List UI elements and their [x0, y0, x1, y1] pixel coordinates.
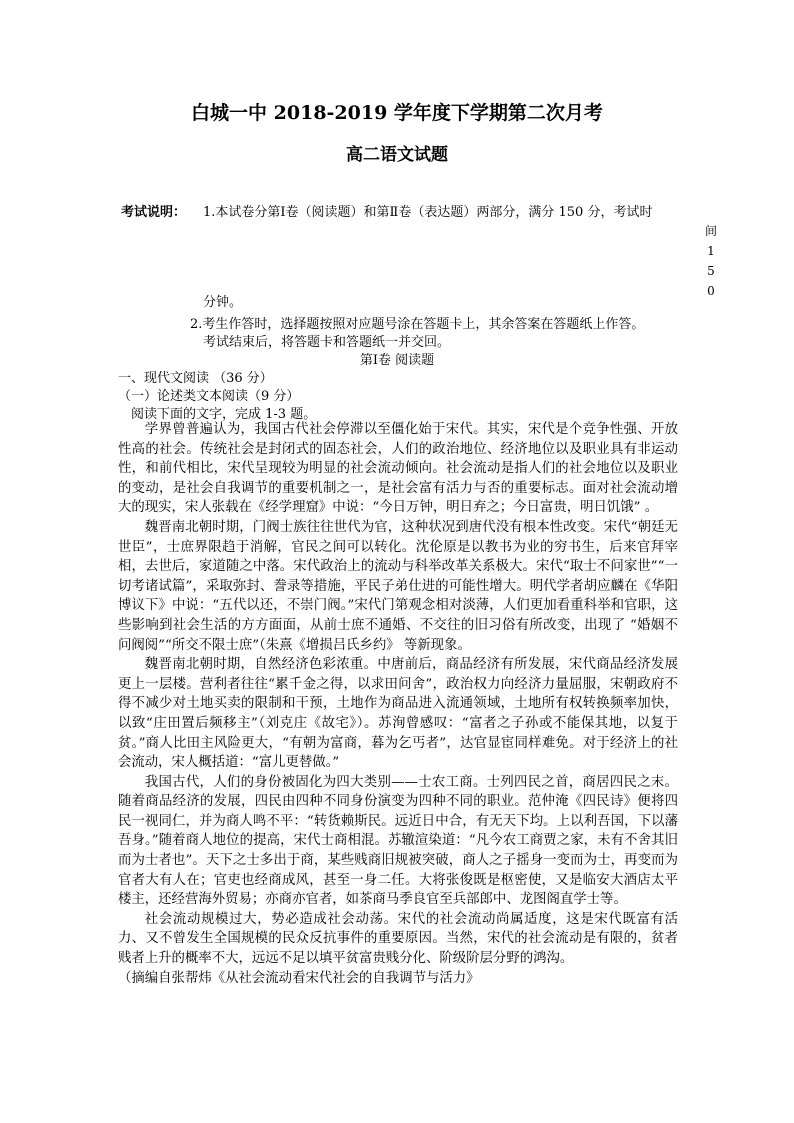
exam-subtitle: 高二语文试题	[346, 145, 448, 165]
exam-note-line2: 2.考生作答时，选择题按照对应题号涂在答题卡上，其余答案在答题纸上作答。	[190, 317, 645, 332]
vertical-char: 5	[707, 264, 715, 278]
passage-paragraph: 魏晋南北朝时期，自然经济色彩浓重。中唐前后，商品经济有所发展，宋代商品经济发展更上一层楼。营利者往往“累千金之得，以求田问舍”，政治权力向经济力量屈服，宋朝政府不得不减少对土地买卖的限制和干预，土地作为商品进入流通领域，土地所有权转换频率加快，以致“庄田置后频移主”（刘克庄《故宅》）。苏洵曾感叹：“富者之子孙或不能保其地，以复于贫。”商人比田主风险更大，“有朝为富商，暮为乞丐者”，达官显宦同样难免。对于经济上的社会流动，宋人概括道：“富儿更替做。”	[118, 657, 678, 771]
exam-note-line1-end: 分钟。	[203, 295, 243, 310]
exam-title: 白城一中 2018-2019 学年度下学期第二次月考	[191, 102, 603, 124]
exam-note-line3: 考试结束后，将答题卡和答题纸一并交回。	[203, 335, 451, 350]
passage-paragraph: 学界曾普遍认为，我国古代社会停滞以至僵化始于宋代。其实，宋代是个竞争性强、开放性高的社会。传统社会是封闭式的固态社会，人们的政治地位、经济地位以及职业具有非运动性，和前代相比，宋代呈现较为明显的社会流动倾向。社会流动是指人们的社会地位以及职业的变动，是社会自我调节的重要机制之一，是社会富有活力与否的重要标志。面对社会流动增大的现实，宋人张载在《经学理窟》中说：“今日万钟，明日弃之；今日富贵，明日饥饿” 。	[118, 422, 678, 516]
reading-passage	[118, 420, 678, 988]
vertical-char: 1	[707, 244, 715, 258]
subsection-heading: （一）论述类文本阅读（9 分）	[118, 389, 300, 404]
passage-paragraph: 我国古代，人们的身份被固化为四大类别——士农工商。士列四民之首，商居四民之末。随着商品经济的发展，四民由四种不同身份演变为四种不同的职业。范仲淹《四民诗》便将四民一视同仁，并为商人鸣不平：“转货赖斯民。远近日中合，有无天下均。上以利吾国，下以藩吾身。”随着商人地位的提高，宋代士商相混。苏辙渲染道：“凡今农工商贾之家，未有不舍其旧而为士者也”。天下之士多出于商，某些贱商旧规被突破，商人之子摇身一变而为士，再变而为官者大有人在；官吏也经商成风，甚至一身二任。大将张俊既是枢密使，又是临安大酒店太平楼主，还经营海外贸易；亦商亦官者，如茶商马季良官至兵部郎中、龙图阁直学士等。	[118, 774, 678, 908]
volume-title: 第Ⅰ卷 阅读题	[359, 353, 435, 368]
exam-note-line1: 1.本试卷分第Ⅰ卷（阅读题）和第Ⅱ卷（表达题）两部分，满分 150 分，考试时	[203, 205, 653, 220]
exam-notes-label: 考试说明：	[121, 205, 187, 220]
section-heading: 一、现代文阅读 （36 分）	[118, 371, 273, 386]
vertical-char: 间	[704, 224, 717, 238]
vertical-char: 0	[707, 284, 715, 298]
passage-paragraph: 社会流动规模过大，势必造成社会动荡。宋代的社会流动尚属适度，这是宋代既富有活力、又不曾发生全国规模的民众反抗事件的重要原因。当然，宋代的社会流动是有限的，贫者贱者上升的概率不大，远远不足以填平贫富贵贱分化、阶级阶层分野的鸿沟。	[118, 911, 678, 967]
passage-source: （摘编自张帮炜《从社会流动看宋代社会的自我调节与活力》	[118, 970, 480, 986]
reading-instruction: 阅读下面的文字，完成 1-3 题。	[131, 407, 317, 422]
passage-paragraph: 魏晋南北朝时期，门阀士族往往世代为官，这种状况到唐代没有根本性改变。宋代“朝廷无世臣”，士庶界限趋于消解，官民之间可以转化。沈伦原是以教书为业的穷书生，后来官拜宰相，去世后，家道随之中落。宋代政治上的流动与科举改革关系极大。宋代“取士不问家世”“一切考诸试篇”，采取弥封、誊录等措施，平民子弟仕进的可能性增大。明代学者胡应麟在《华阳博议下》中说：“五代以还，不崇门阀。”宋代门第观念相对淡薄，人们更加看重科举和官职，这些影响到社会生活的方方面面，从前士庶不通婚、不交往的旧习俗有所改变，出现了 “婚姻不问阀阅”“所交不限士庶”（朱熹《增损吕氏乡约》 等新现象。	[118, 519, 678, 653]
exam-note-vertical-overflow	[704, 221, 718, 301]
